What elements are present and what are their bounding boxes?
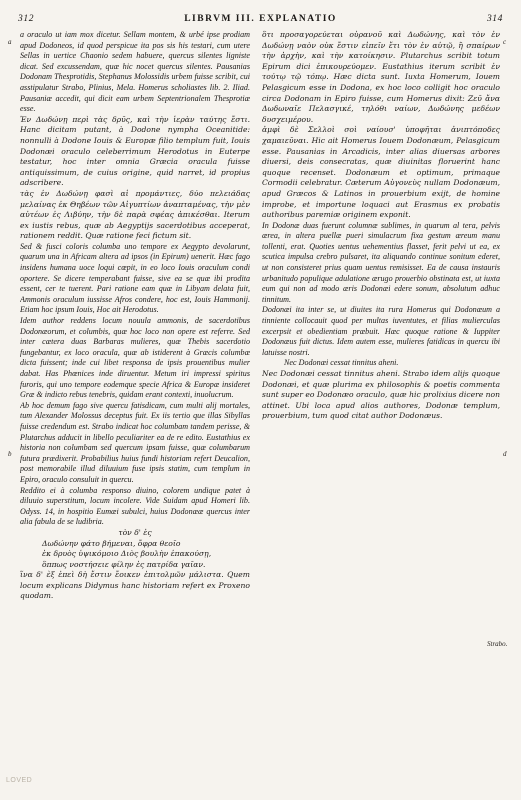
right-paragraph-1: ὅτι προσαγορεύεται οὐρανοῦ καὶ Δωδώνης, καὶ τὸν ἐν Δωδώνῃ ναὸν οὐκ ἔστιν εἰπεῖν ἔτι τὸν ἐν αὐτῷ, ἢ σπαίρων τὴν ἀρχὴν, καὶ τὴν κατοίκησιν. Plutarchus scribit totum Epirum dici ἐπικουρεύομεν. Eustathius iterum scribit ἐν τούτῳ τῷ τόπῳ. Hæc dicta sunt. Iuxta Homerum, Iouem Pelasgicum esse in Dodona, ex hoc loco colligit hoc oraculo circa Dodonam in Epiro fuisse, cum Homerus dixit: Ζεῦ ἄνα Δωδωναῖε Πελασγικέ, τηλόθι ναίων, Δωδώνης μεδέων δυσχειμέρου. <box>262 30 500 124</box>
verse-label: τὸν δ' ἐς <box>118 527 152 537</box>
left-paragraph-7: Reddito ei à columba responso diuino, colorem undique patet à diluuio superstitum, locum incolere. Vide Suidam apud Homeri lib. Odyss. 14, in hospitio Eumæi subulci, huius Dodonææ quercus inter alia fabula de se ludibria. <box>20 485 250 527</box>
verse-line-2: ἐκ δρυὸς ὑψικόμοιο Διὸς βουλὴν ἐπακούσῃ, <box>42 549 212 559</box>
left-paragraph-6: Ab hoc demum fago sive quercu fatisdicam, cum multi alij mortales, tum Alexander Molossus deceptus fuit. Ex iis tertio que illas Sibyllas fuisse credendum est. Strabo indicat hoc columbam tandem perisse, & Plutarchus adducit in libello peculiariter ea de re edito. Eustathius ex historia non columbam sed quercum ipsam fuisse, quæ columbarum futura prædixerit. Probabilius huius fundi historiam refert Deucalion, post memorabile illud diluuium fuse ipsis statim, cum templum in Epiro, oraculo consuluit in quercu. <box>20 400 250 484</box>
left-paragraph-1: a oraculo ut iam mox dicetur. Sellam montem, & urbé ipse prodiam apud Dodoneos, id quod perspicue ita pos sis his testari, cum utere Sellas in uertice Chaonio sedem habuere, quercus silentes ligniste dicat. Sed excussendam, quæ hic nocet quercus silentes. Pausanias Dodonam Thesprotidis, Stephanus Molossidis urbem fuisse scribit, cui asstipulatur Strabo, Plinius, Mela. Homerus scholiastes lib. 2. Iliad. Pausaniæ accedit, qui dicit eam urbem Septentrionalem Thesprotiæ esse. <box>20 30 250 114</box>
running-head: LIBRVM III. EXPLANATIO <box>184 14 337 24</box>
margin-letter-d: d <box>503 450 507 458</box>
verse-line-1: Δωδώνην φάτο βήμεναι, ὄφρα θεοῖο <box>42 538 181 548</box>
margin-letter-a: a <box>8 38 12 46</box>
folio-number-right: 314 <box>486 14 503 24</box>
left-paragraph-2: Ἐν Δωδώνῃ περὶ τὰς δρῦς, καὶ τὴν ἱερὰν ταύτης ἔστι. Hanc dicitam putant, à Dodone nympha Oceanitide: nonnulli à Dodone Iouis & Europæ filio templum fuit, Iouis Dodonæi oraculo celeberrimum Herodotus in Euterpe testatur, hoc inter omnia Græcia oracula fuisse antiquissimum, de cuius origine, quid narret, id propius adscribere. <box>20 114 250 188</box>
right-paragraph-4: Dodonæi ita inter se, ut diuites ita rura Homerus qui Dodonæum a tinniente collocauit quod per multas iuventutes, et filias mulierculas excerpsit et obedientiam præbuit. Hæc quoque ratione & Iuppiter Dodonæus fuit dictus. Idem autem esse, mulieres fatidicas in quercu ibi latuisse nostri. <box>262 305 500 357</box>
folio-number-left: 312 <box>18 14 35 24</box>
right-paragraph-3: In Dodonæ duas fuerunt columnæ sublimes, in quarum al tera, pelvis ærea, in altera puellæ pueri simulacrum fixa gestum æreum manu tollenti, erat. Quoties uentus uehementius flasset, ferit pelvi ut ea, ex scutica impulsa crebro pulsaret, ita aliquando continue sonitum ederet, ut non consisteret prius quam uentus remisisset. Ea de causa instauris urbanitudo populique adulatione ærugo prouerbio obstinata est, ut iuxta eum qui non ad modo æris Dodonæi edere sonum, absolutum adhuc tinnitum. <box>262 220 500 304</box>
right-paragraph-2: ἀμφὶ δὲ Σελλοὶ σοὶ ναίουσ' ὑποφῆται ἀνιπτόποδες χαμαιεῦναι. Hic ait Homerus Iouem Dodonæum, Pelasgicum esse. Pausanias in Arcadicis, inter alias diuersas arbores diuersi, deis consecratas, quæ diuinitas floruerint hanc quoque recenset. Dodonæum et optimum, primaque Cormodii celebratur. Cæterum Αὐγονεὺς nullam Dodonæum, apud Græcos & Latinos in prouerbium exijt, de homine improbe, et importune loquaci aut Erasmus ex probatis authoribus paremiæ originem exponit. <box>262 125 500 220</box>
left-paragraph-5: Idem author reddens locum nouula ammonis, de sacerdotibus Dodonæorum, et columbis, quæ hoc loco non opere est referre. Sed inter cætera duas Barbaras mulieres, quæ Thebis sacerdotio fungebantur, ex loco oracula, quæ ab istiderent à Græcis columbæ dicta fuissent; inde cui libet responsa de ipsis prouentibus mulier dabat. Has Phœnices inde diruentur. Metum iri impressi spiritus furoris, qui uno tempore eodemque specie Africa & Europæ insideret Græ & indicto rebus tenebris, quidam erant contexti, inuolucrum. <box>20 316 250 400</box>
margin-letter-c: c <box>503 38 507 46</box>
right-column <box>262 30 500 750</box>
left-paragraph-4: Sed & fusci coloris columba uno tempore ex Aegypto devolarunt, quarum una in Africam altera ad ipsos (in Epirum) uenerit. Hæc fago insidens humana uoce loqui cœpit, in eo loco Iouis oraculum condi oportere. Se dicere temperabant fuisse, sive ea se quæ ibi prodita essent, cer te tuerent. Pari ratione eam quæ in Libyam delata fuit, Ammonis oraculum iussisse Afros condere, hoc est, Iouis Hammonij. Etiam hoc ipsum Iouis, Hoc ait Herodotus. <box>20 241 250 315</box>
left-paragraph-8: ἵνα δ' ὲξ ἐπεὶ δὴ ἔστιν ἔοικεν ἐπιτολμῶν μάλιστα. Quem locum explicans Didymus hanc historiam refert ex Proxeno quodam. <box>20 570 250 601</box>
left-column <box>20 30 250 750</box>
margin-letter-b: b <box>8 450 12 458</box>
left-paragraph-3: τὰς ἐν Δωδώνῃ φασὶ αἱ προμάντιες, δύο πελειάδας μελαίνας ἐκ Θηβέων τῶν Αἰγυπτίων ἀναπταμένας, τὴν μὲν αὐτέων ἐς Λιβύην, τὴν δὲ παρὰ σφέας ἀπικέσθαι. Iterum ex iustis rebus, quæ ab Aegyptijs sacerdotibus acceperat, rationem reddit. Quæ ratione feci fictum sit. <box>20 188 250 241</box>
page-header <box>18 14 503 28</box>
margin-note-strabo: Strabo. <box>487 640 508 648</box>
right-paragraph-5: Nec Dodonæi cessat tinnitus aheni. Strabo idem alijs quoque Dodonæi, et quæ plurima ex philosophis & poetis commenta sunt super eo Dodonæo oraculo, quæ hic prolixius dicere non attinet. Ubi loca apud alios authores, Dodonæ templum, prouerbium, tum quod citat author Dodonæus. <box>262 369 500 421</box>
right-verse: Nec Dodonæi cessat tinnitus aheni. <box>284 358 399 368</box>
verse-line-3: ὅππως νοστήσειε φίλην ἐς πατρίδα γαῖαν. <box>42 559 206 569</box>
library-watermark: LOVED <box>6 777 33 784</box>
